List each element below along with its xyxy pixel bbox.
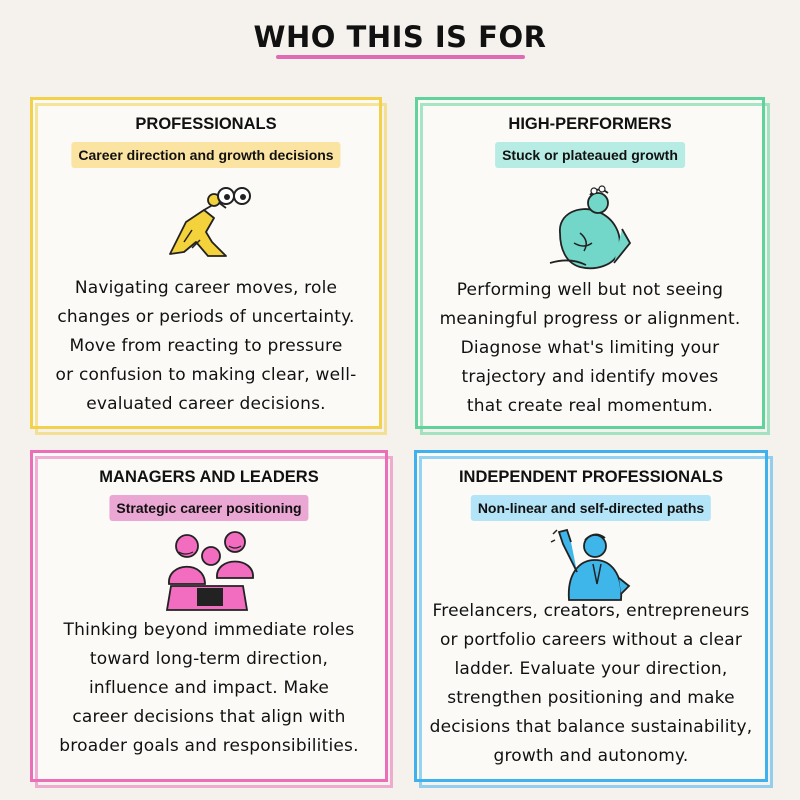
card-tag: Strategic career positioning: [109, 495, 308, 521]
card-description: Navigating career moves, role changes or periods of uncertainty. Move from reacting to pressure or confusion to making clear, well- evaluated career decisions.: [55, 278, 357, 414]
card-description: Freelancers, creators, entrepreneurs or portfolio careers without a clear ladder. Evaluate your direction, strengthen positioning and make decisions that balance sustainability, growth and autonomy.: [429, 601, 753, 766]
page-title: WHO THIS IS FOR: [253, 20, 547, 54]
thumbs-up-person-icon: [549, 524, 633, 602]
card-description: Thinking beyond immediate roles toward long-term direction, influence and impact. Make career decisions that align with broader goals and responsibilities.: [59, 620, 359, 756]
card-high-performers: [415, 97, 765, 429]
card-title: HIGH-PERFORMERS: [508, 115, 672, 133]
binoculars-person-icon: [156, 182, 256, 264]
card-independent-professionals: [414, 450, 768, 782]
thinking-person-icon: [540, 183, 640, 275]
card-title: INDEPENDENT PROFESSIONALS: [458, 468, 724, 486]
card-managers-and-leaders: [30, 450, 388, 782]
card-tag: Career direction and growth decisions: [71, 142, 340, 168]
team-meeting-icon: [159, 526, 259, 614]
card-professionals: [30, 97, 382, 429]
title-underline: [276, 55, 525, 59]
card-title: MANAGERS AND LEADERS: [99, 468, 319, 486]
card-description: Performing well but not seeing meaningful progress or alignment. Diagnose what's limiting your trajectory and identify moves that create real momentum.: [439, 280, 741, 416]
card-tag: Non-linear and self-directed paths: [471, 495, 711, 521]
card-title: PROFESSIONALS: [135, 115, 277, 133]
card-tag: Stuck or plateaued growth: [495, 142, 685, 168]
